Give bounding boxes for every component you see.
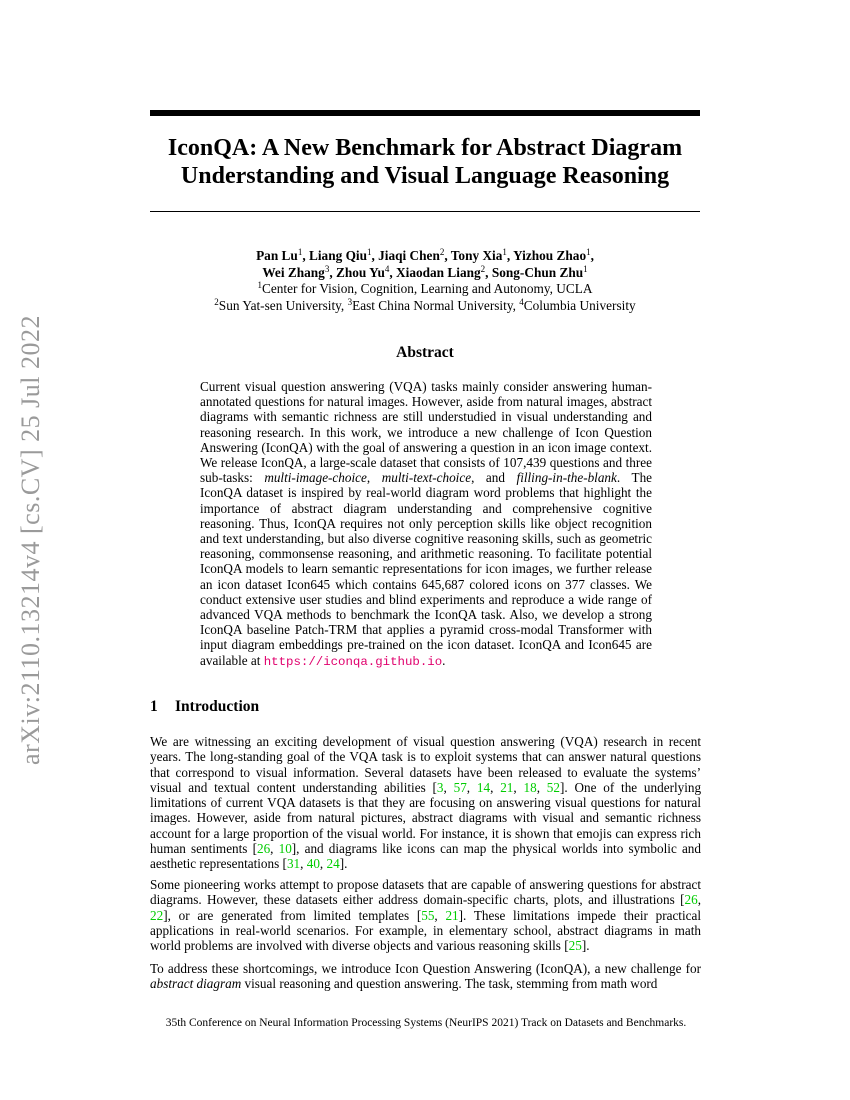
citation-link[interactable]: 52	[546, 779, 560, 795]
emphasis-text: abstract diagram	[150, 976, 242, 992]
arxiv-side-stamp	[6, 300, 56, 780]
text-run: ].	[581, 938, 590, 954]
citation-link[interactable]: 31	[286, 856, 301, 872]
subtask-3: filling-in-the-blank	[516, 470, 617, 486]
author: Song-Chun Zhu$^1$	[491, 263, 588, 280]
subtask-2: multi-text-choice	[381, 470, 472, 486]
subtask-1: multi-image-choice	[264, 470, 367, 486]
citation-link[interactable]: 14	[476, 779, 491, 795]
text-run: To address these shortcomings, we introduce Icon Question Answering (IconQA), a new challenge for	[150, 961, 701, 976]
author: Zhou Yu$^4$,	[335, 263, 397, 280]
text-run: ,	[490, 779, 501, 795]
text-run: ], and diagrams like icons can map the physical worlds into symbolic and aesthetic representations [	[150, 841, 701, 872]
paper-title	[150, 134, 700, 190]
title-top-rule	[150, 110, 700, 116]
author: Liang Qiu$^1$,	[308, 247, 379, 263]
citation-link[interactable]: 55	[421, 907, 435, 923]
arxiv-identifier: arXiv:2110.13214v4 [cs.CV] 25 Jul 2022	[16, 315, 45, 765]
text-run: ,	[513, 779, 524, 795]
section-heading-introduction	[150, 698, 700, 716]
text-run: ,	[270, 841, 279, 857]
author: Xiaodan Liang$^2$,	[396, 263, 492, 280]
text-run: ,	[319, 856, 327, 872]
project-link[interactable]: https://iconqa.github.io	[263, 654, 443, 669]
conference-footnote: 35th Conference on Neural Information Processing Systems (NeurIPS 2021) Track on Datasets and Benchmarks.	[165, 1017, 687, 1029]
citation-link[interactable]: 40	[306, 856, 320, 872]
title-line-2: Understanding and Visual Language Reasoning	[180, 163, 670, 189]
title-line-1: IconQA: A New Benchmark for Abstract Diagram	[167, 135, 683, 161]
section-number: 1	[150, 698, 158, 715]
citation-link[interactable]: 57	[453, 779, 467, 795]
text-run: ,	[434, 907, 446, 923]
abstract-text: Current visual question answering (VQA) tasks mainly consider answering human-annotated questions for natural images. However, aside from natural images, abstract diagrams with semantic richness are still understudied in visual understanding and reasoning research. In this work, we introduce a new challenge of Icon Question Answering (IconQA) with the goal of answering a question in an icon image context. We release IconQA, a large-scale dataset that consists of 107,439 questions and three sub-tasks: multi-image-choice, multi-text-choice, and filling-in-the-blank. The IconQA dataset is inspired by real-world diagram word problems that highlight the importance of abstract diagram understanding and comprehensive cognitive reasoning. Thus, IconQA requires not only perception skills like object recognition and text understanding, but also diverse cognitive reasoning skills, such as geometric reasoning, commonsense reasoning, and arithmetic reasoning. To facilitate potential IconQA models to learn semantic representations for icon images, we further release an icon dataset Icon645 which contains 645,687 colored icons on 377 classes. We conduct extensive user studies and blind experiments and reproduce a wide range of advanced VQA methods to benchmark the IconQA task. Also, we develop a strong IconQA baseline Patch-TRM that applies a pyramid cross-modal Transformer with input diagram embeddings pre-trained on the icon dataset. IconQA and Icon645 are available at https://iconqa.github.io.	[200, 379, 653, 669]
affiliation-line-1: $^1$Center for Vision, Cognition, Learning and Autonomy, UCLA	[257, 280, 593, 296]
text-run: ].	[339, 856, 348, 872]
citation-link[interactable]: 21	[445, 907, 459, 923]
text-run: ,	[300, 856, 307, 872]
author: Pan Lu$^1$,	[256, 247, 309, 263]
text-run: Some pioneering works attempt to propose datasets that are capable of answering questions for abstract diagrams. However, these datasets either address domain-specific charts, plots, and illustrations [	[150, 877, 701, 908]
text-run: ,	[466, 779, 477, 795]
citation-link[interactable]: 26	[256, 841, 271, 857]
citation-link[interactable]: 22	[150, 907, 164, 923]
citation-link[interactable]: 21	[500, 779, 514, 795]
citation-link[interactable]: 25	[568, 938, 582, 954]
author: Tony Xia$^1$,	[450, 247, 514, 263]
citation-link[interactable]: 26	[684, 892, 698, 908]
affiliation-line-2: $^2$Sun Yat-sen University, $^3$East China Normal University, $^4$Columbia University	[214, 296, 636, 313]
author: Yizhou Zhao$^1$,	[513, 247, 594, 263]
text-run: ]. One of the underlying limitations of current VQA datasets is that they are focusing on answering visual questions for natural images. However, aside from natural pictures, abstract diagrams with visual and semantic richness account for a large proportion of the visual world. For instance, it is shown that emojis can express rich human sentiments [	[150, 779, 702, 857]
intro-paragraph-1	[150, 734, 701, 872]
author-line-2	[150, 265, 700, 282]
text-run: We are witnessing an exciting development of visual question answering (VQA) research in recent years. The long-standing goal of the VQA task is to exploit systems that can answer natural questions that correspond to visual information. Several datasets have been released to evaluate the systems’ visual and textual content understanding abilities [	[150, 734, 701, 795]
citation-link[interactable]: 3	[436, 779, 444, 795]
text-run: ,	[443, 779, 454, 795]
section-title: Introduction	[175, 698, 260, 715]
intro-paragraph-3	[150, 961, 701, 992]
citation-link[interactable]: 18	[523, 779, 537, 795]
title-bottom-rule	[150, 211, 700, 212]
text-run: ,	[697, 892, 701, 908]
author-line-1	[150, 248, 700, 265]
abstract-heading: Abstract	[396, 344, 454, 361]
text-run: ], or are generated from limited templates [	[163, 907, 422, 923]
author-block	[150, 248, 700, 314]
text-run: visual reasoning and question answering. The task, stemming from math word	[241, 976, 658, 992]
text-run: ]. These limitations impede their practical applications in real-world scenarios. For example, in elementary school, abstract diagrams in math world problems are involved with diverse objects and various reasoning skills [	[150, 907, 701, 954]
citation-link[interactable]: 24	[326, 856, 340, 872]
intro-paragraph-2	[150, 877, 701, 953]
author: Wei Zhang$^3$,	[262, 263, 336, 280]
citation-link[interactable]: 10	[278, 841, 292, 857]
author: Jiaqi Chen$^2$,	[378, 247, 451, 263]
text-run: ,	[536, 779, 547, 795]
